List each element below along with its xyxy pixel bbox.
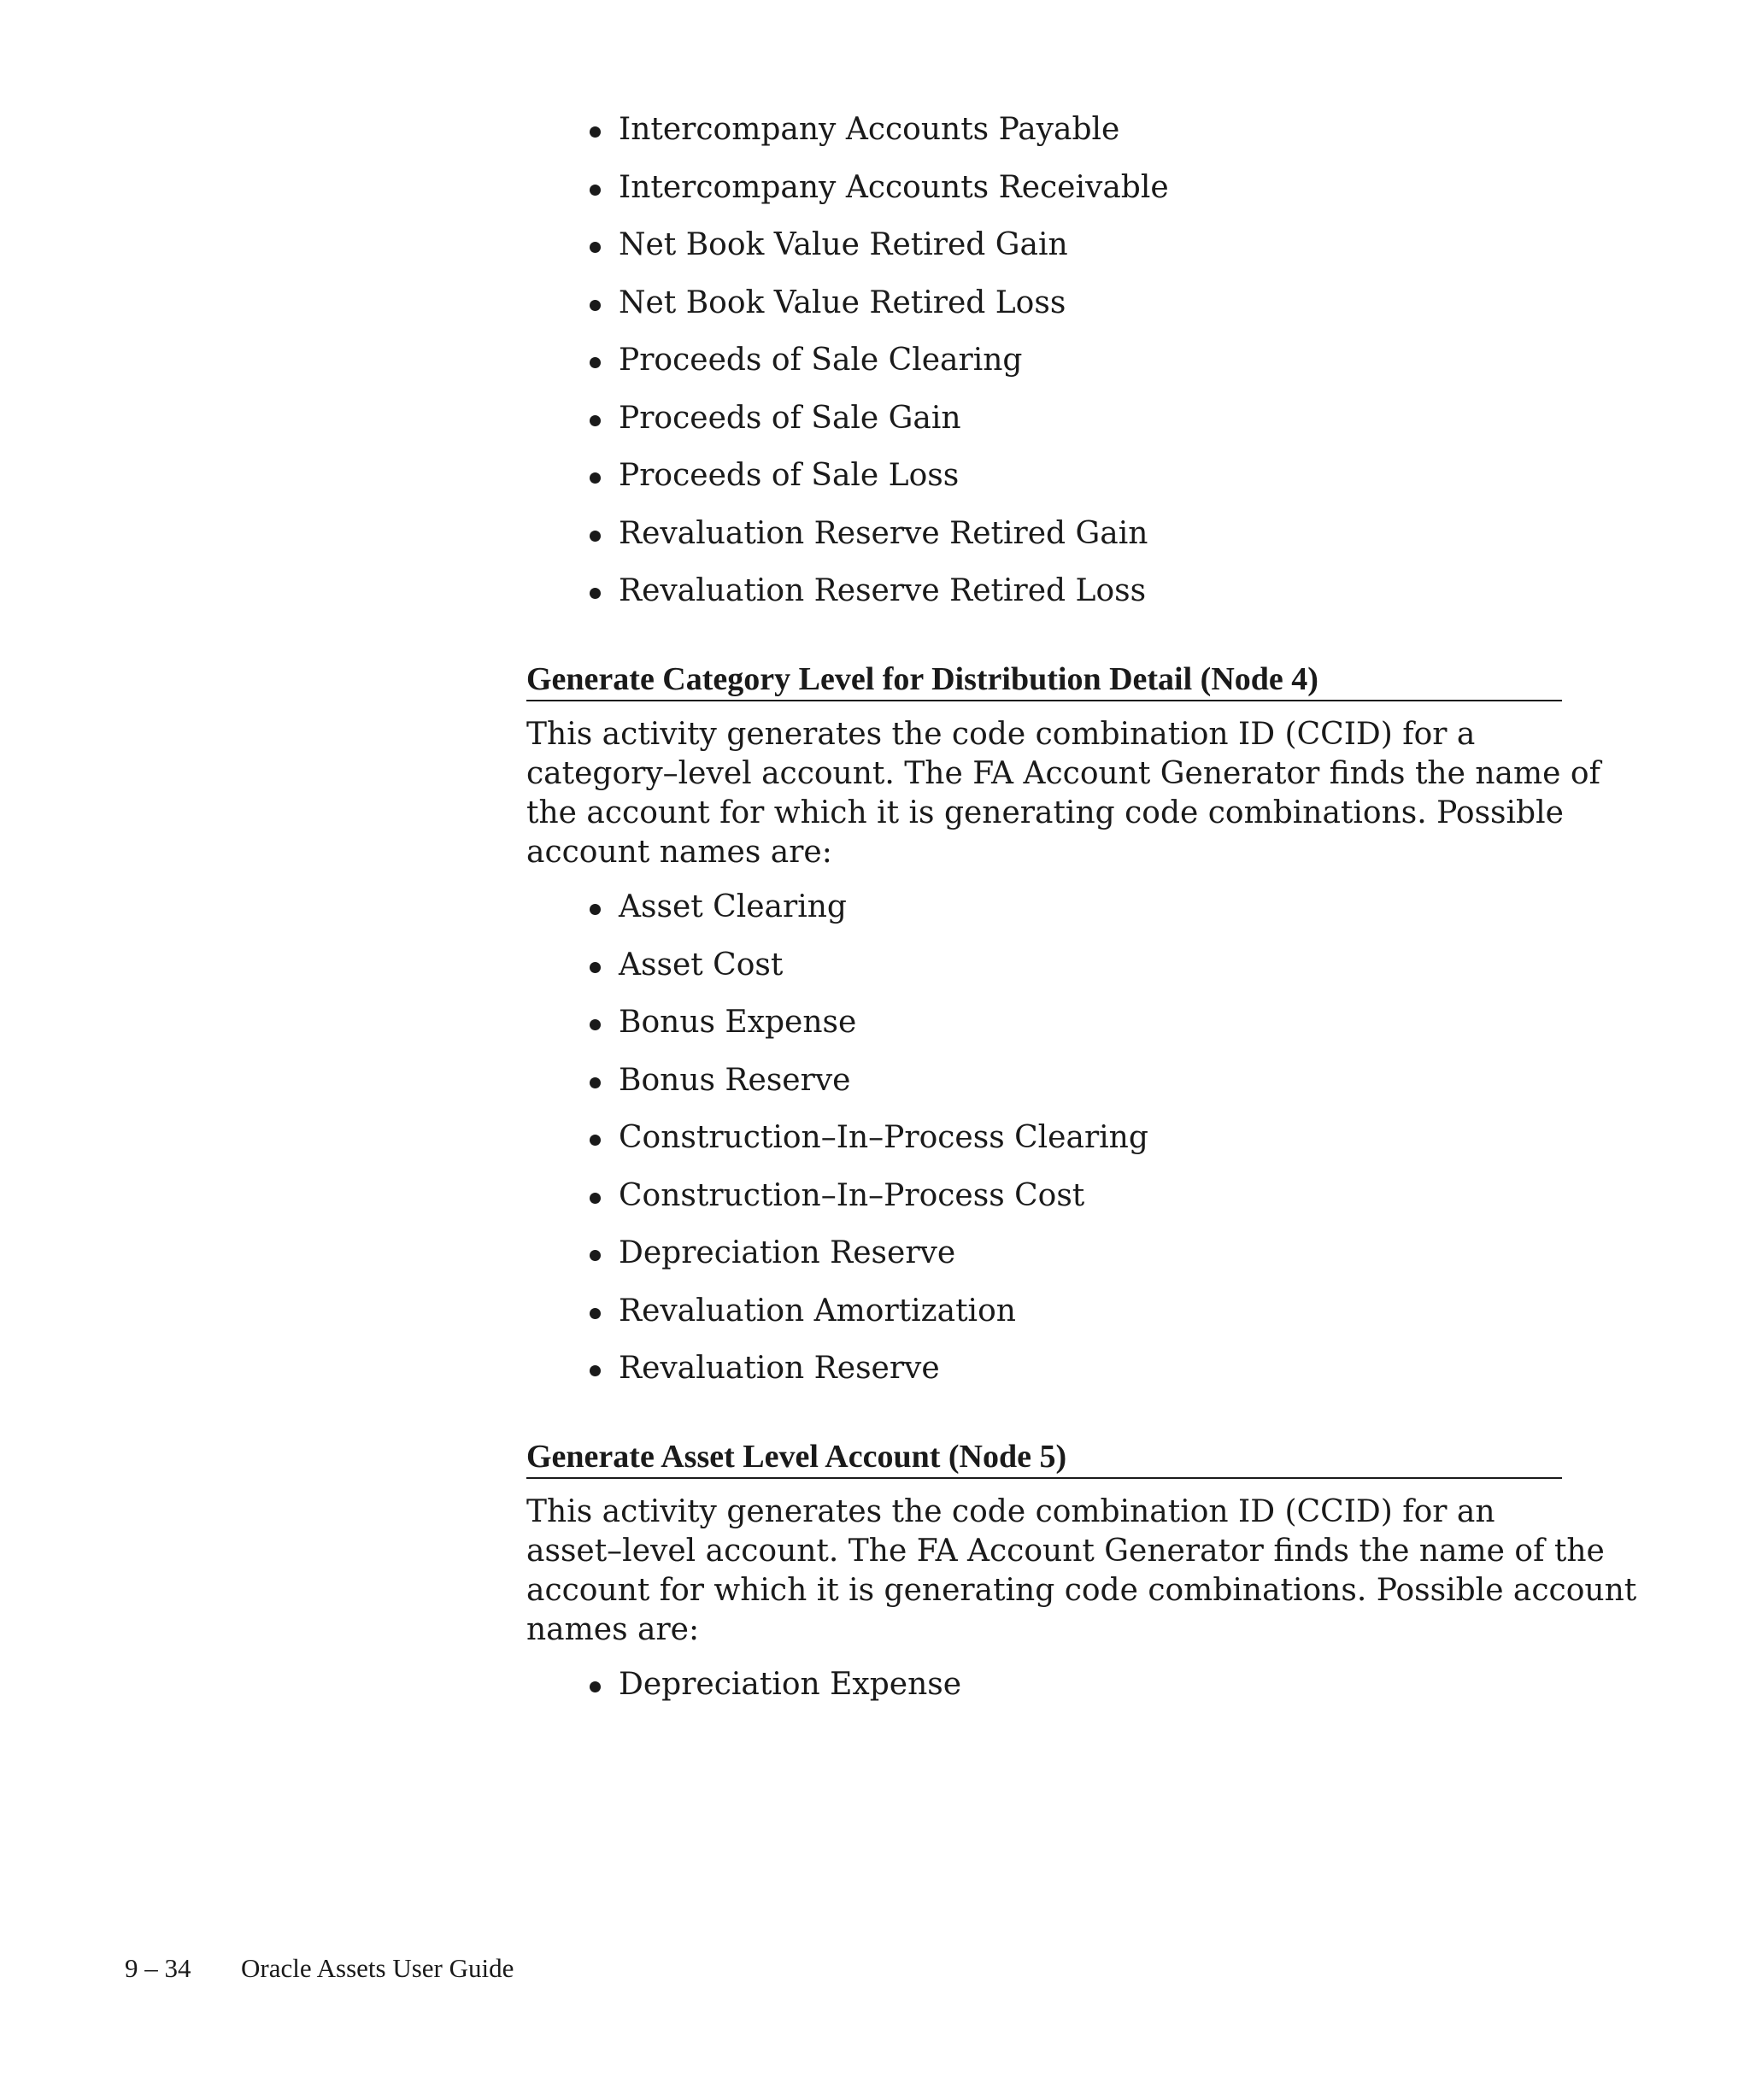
bullet-icon [590,472,601,484]
section-paragraph-asset-level: This activity generates the code combination ID (CCID) for an asset–level account. The FA Account Generator finds the name of the account for which it is generating code combinations. Possible account names are: [526,1494,1637,1647]
list-item: Depreciation Reserve [619,1234,1562,1273]
section-heading-asset-level: Generate Asset Level Account (Node 5) [526,1438,1562,1479]
bullet-icon [590,1019,601,1030]
list-item: Intercompany Accounts Payable [619,110,1562,150]
bullet-icon [590,1681,601,1692]
list-item: Construction–In–Process Cost [619,1176,1562,1216]
bullet-icon [590,185,601,196]
asset-accounts-list [526,1665,1562,1704]
bullet-icon [590,126,601,138]
retirement-accounts-list [526,0,1562,611]
bullet-icon [590,588,601,599]
bullet-icon [590,415,601,426]
list-item: Revaluation Reserve [619,1349,1562,1388]
bullet-icon [590,1135,601,1146]
list-item: Revaluation Amortization [619,1292,1562,1331]
bullet-icon [590,1193,601,1204]
list-item: Revaluation Reserve Retired Loss [619,572,1562,611]
list-item: Asset Cost [619,946,1562,985]
category-accounts-list [526,888,1562,1388]
list-item: Revaluation Reserve Retired Gain [619,514,1562,554]
book-title: Oracle Assets User Guide [241,1953,514,1983]
list-item: Construction–In–Process Clearing [619,1118,1562,1158]
bullet-icon [590,531,601,542]
bullet-icon [590,242,601,253]
bullet-icon [590,962,601,973]
list-item: Intercompany Accounts Receivable [619,168,1562,208]
list-item: Asset Clearing [619,888,1562,927]
bullet-icon [590,1365,601,1376]
section-heading-category-level: Generate Category Level for Distribution Detail (Node 4) [526,660,1562,701]
page-footer [125,1952,514,1985]
list-item: Bonus Expense [619,1003,1562,1042]
bullet-icon [590,300,601,311]
bullet-icon [590,1250,601,1261]
list-item: Bonus Reserve [619,1061,1562,1100]
list-item: Net Book Value Retired Loss [619,284,1562,323]
page-content [526,0,1637,1723]
bullet-icon [590,1308,601,1319]
list-item: Proceeds of Sale Gain [619,399,1562,438]
bullet-icon [590,1077,601,1088]
list-item: Net Book Value Retired Gain [619,226,1562,265]
list-item: Proceeds of Sale Loss [619,456,1562,496]
list-item: Depreciation Expense [619,1665,1562,1704]
section-paragraph-category-level: This activity generates the code combination ID (CCID) for a category–level account. The FA Account Generator finds the name of the account for which it is generating code combinations. Possible account names are: [526,717,1600,870]
bullet-icon [590,904,601,915]
page-number: 9 – 34 [125,1953,191,1983]
list-item: Proceeds of Sale Clearing [619,341,1562,380]
bullet-icon [590,357,601,368]
